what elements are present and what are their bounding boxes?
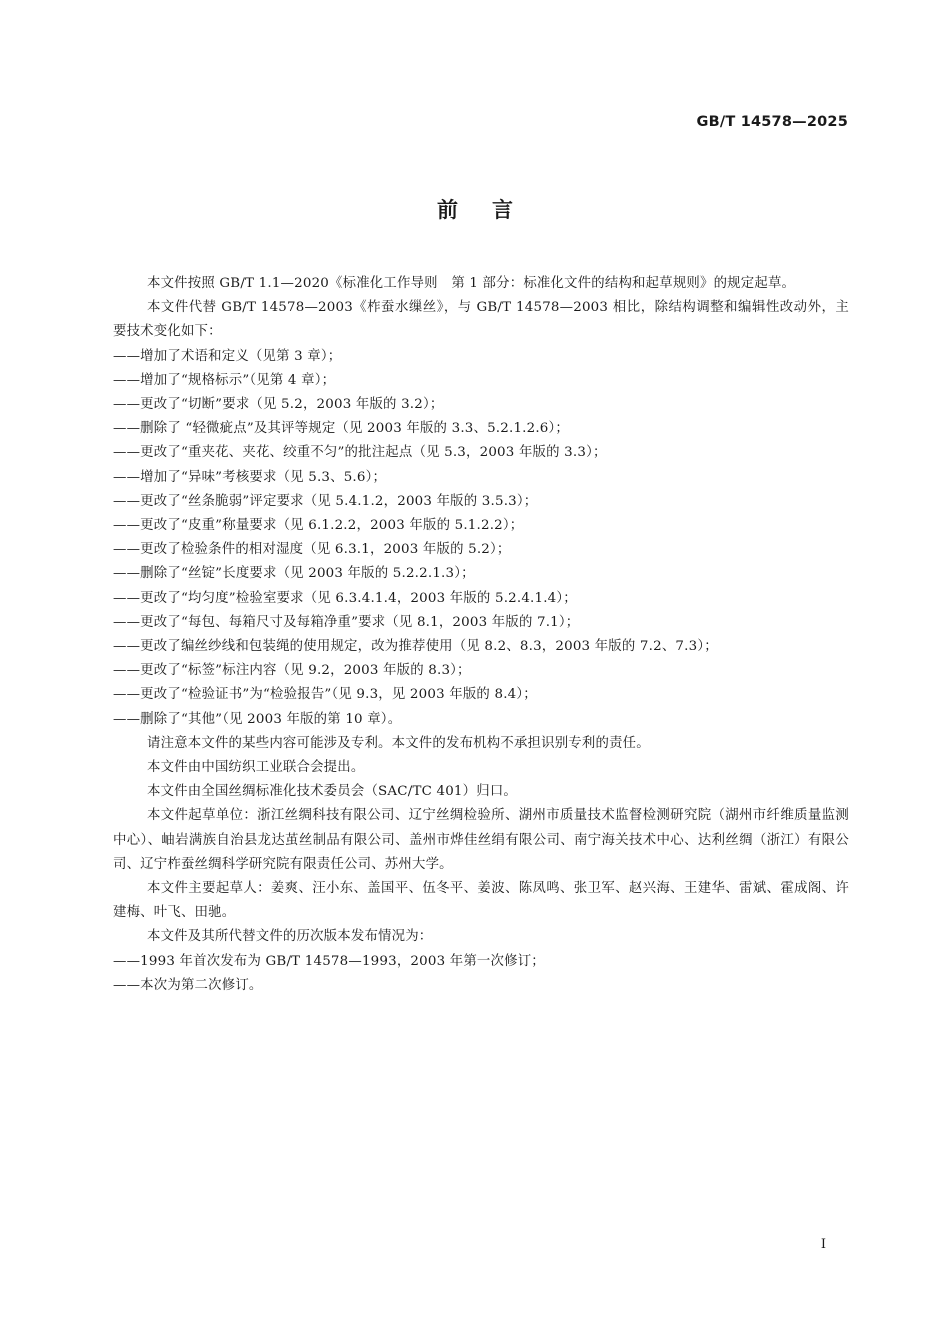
drafting-units: 本文件起草单位：浙江丝绸科技有限公司、辽宁丝绸检验所、湖州市质量技术监督检测研究院（湖州市纤维质量监测中心）、岫岩满族自治县龙达茧丝制品有限公司、盖州市烨佳丝绢有限公司、南宁海关技术中心、达利丝绸（浙江）有限公司、辽宁柞蚕丝绸科学研究院有限责任公司、苏州大学。 (113, 808, 849, 872)
managed-by: 本文件由全国丝绸标准化技术委员会（SAC/TC 401）归口。 (147, 784, 517, 800)
change-item: ——更改了“切断”要求（见 5.2，2003 年版的 3.2）； (113, 397, 444, 413)
change-item: ——增加了“异味”考核要求（见 5.3、5.6）； (113, 469, 387, 485)
change-item: ——删除了“其他”（见 2003 年版的第 10 章）。 (113, 711, 402, 727)
change-item: ——删除了“丝锭”长度要求（见 2003 年版的 5.2.2.1.3）； (113, 566, 475, 582)
change-item: ——更改了“皮重”称量要求（见 6.1.2.2，2003 年版的 5.1.2.2）； (113, 518, 524, 534)
change-item: ——更改了编丝纱线和包装绳的使用规定，改为推荐使用（见 8.2、8.3，2003 年版的 7.2、7.3）； (113, 639, 718, 655)
drafters: 本文件主要起草人：姜爽、汪小东、盖国平、伍冬平、姜波、陈凤鸣、张卫军、赵兴海、王建华、雷斌、霍成阁、许建梅、叶飞、田驰。 (113, 881, 849, 921)
change-item: ——更改了“重夹花、夹花、绞重不匀”的批注起点（见 5.3，2003 年版的 3.3）； (113, 445, 607, 461)
history-item: ——1993 年首次发布为 GB/T 14578—1993，2003 年第一次修订； (113, 953, 545, 969)
proposed-by: 本文件由中国纺织工业联合会提出。 (147, 760, 365, 776)
intro-paragraph-1: 本文件按照 GB/T 1.1—2020《标准化工作导则 第 1 部分：标准化文件的结构和起草规则》的规定起草。 (147, 276, 796, 291)
change-item: ——删除了 “轻微疵点”及其评等规定（见 2003 年版的 3.3、5.2.1.2.6）； (113, 421, 569, 437)
change-item: ——更改了“检验证书”为“检验报告”（见 9.3，见 2003 年版的 8.4）； (113, 687, 537, 703)
change-item: ——更改了“每包、每箱尺寸及每箱净重”要求（见 8.1，2003 年版的 7.1）； (113, 614, 580, 630)
change-item: ——更改了检验条件的相对湿度（见 6.3.1，2003 年版的 5.2）； (113, 542, 511, 558)
patent-notice: 请注意本文件的某些内容可能涉及专利。本文件的发布机构不承担识别专利的责任。 (147, 735, 650, 751)
intro-paragraph-2: 本文件代替 GB/T 14578—2003《柞蚕水缫丝》，与 GB/T 14578—2003 相比，除结构调整和编辑性改动外，主要技术变化如下： (113, 300, 849, 340)
history-item: ——本次为第二次修订。 (113, 977, 263, 993)
change-item: ——增加了“规格标示”（见第 4 章）； (113, 372, 336, 388)
change-item: ——更改了“均匀度”检验室要求（见 6.3.4.1.4，2003 年版的 5.2.4.1.4）； (113, 590, 577, 606)
history-intro: 本文件及其所代替文件的历次版本发布情况为： (147, 929, 433, 945)
change-item: ——更改了“丝条脆弱”评定要求（见 5.4.1.2，2003 年版的 3.5.3）； (113, 493, 538, 509)
change-item: ——更改了“标签”标注内容（见 9.2，2003 年版的 8.3）； (113, 663, 471, 679)
document-body (113, 272, 849, 998)
page-number: I (820, 1237, 826, 1252)
change-item: ——增加了术语和定义（见第 3 章）； (113, 348, 342, 364)
page-title: 前言 (437, 198, 547, 222)
document-code: GB/T 14578—2025 (696, 114, 848, 130)
